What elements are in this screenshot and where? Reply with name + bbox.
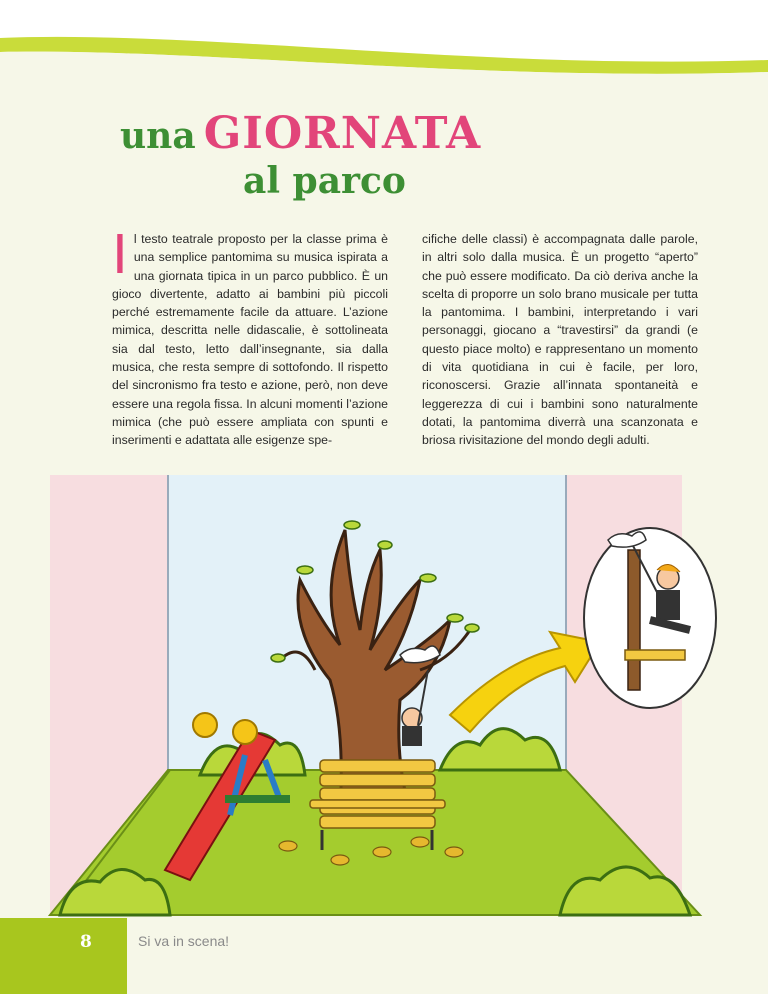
page-number: 8 bbox=[80, 932, 92, 952]
body-column-right bbox=[422, 230, 698, 450]
footer-section-title: Si va in scena! bbox=[138, 933, 230, 949]
body-column-left bbox=[112, 222, 388, 450]
title-subline: al parco bbox=[243, 160, 406, 202]
title-word-una: una bbox=[120, 115, 196, 157]
park-illustration bbox=[0, 470, 768, 925]
left-paragraph: l testo teatrale proposto per la classe prima è una semplice pantomima su musica ispirata a una giornata tipica in un parco pubblico. È un gioco divertente, adatto ai bambini più piccoli perché estremamente facile da attuare. L’azione mimica, descritta nelle didascalie, è sottolineata sia dal testo, letto dall’insegnante, sia dalla musica, che resta sempre di sottofondo. Il rispetto del sincronismo fra testo e azione, però, non deve essere una regola fissa. In alcuni momenti l’azione mimica (che può essere ampliata con spunti e inserimenti e adattata alle esigenze spe- bbox=[112, 232, 388, 448]
page-title bbox=[120, 108, 481, 159]
title-word-giornata: GIORNATA bbox=[203, 108, 482, 159]
top-decorative-band bbox=[0, 0, 768, 80]
footer-color-block bbox=[0, 918, 127, 994]
inset-oval bbox=[584, 528, 716, 708]
right-paragraph: cifiche delle classi) è accompagnata dalle parole, in altri solo dalla musica. È un progetto “aperto” che può essere modificato. Da ciò deriva anche la scelta di proporre un solo brano musicale per tutta la pantomima. I bambini, interpretando i vari personaggi, giocano a “travestirsi” da grandi (e questo piace molto) e rappresentano un momento di vita quotidiana in cui è facile, per loro, riconoscersi. Grazie all’innata spontaneità e leggerezza di cui i bambini sono naturalmente dotati, la pantomima diverrà una scanzonata e briosa rivisitazione del mondo degli adulti. bbox=[422, 232, 698, 448]
drop-cap: I bbox=[112, 222, 128, 286]
